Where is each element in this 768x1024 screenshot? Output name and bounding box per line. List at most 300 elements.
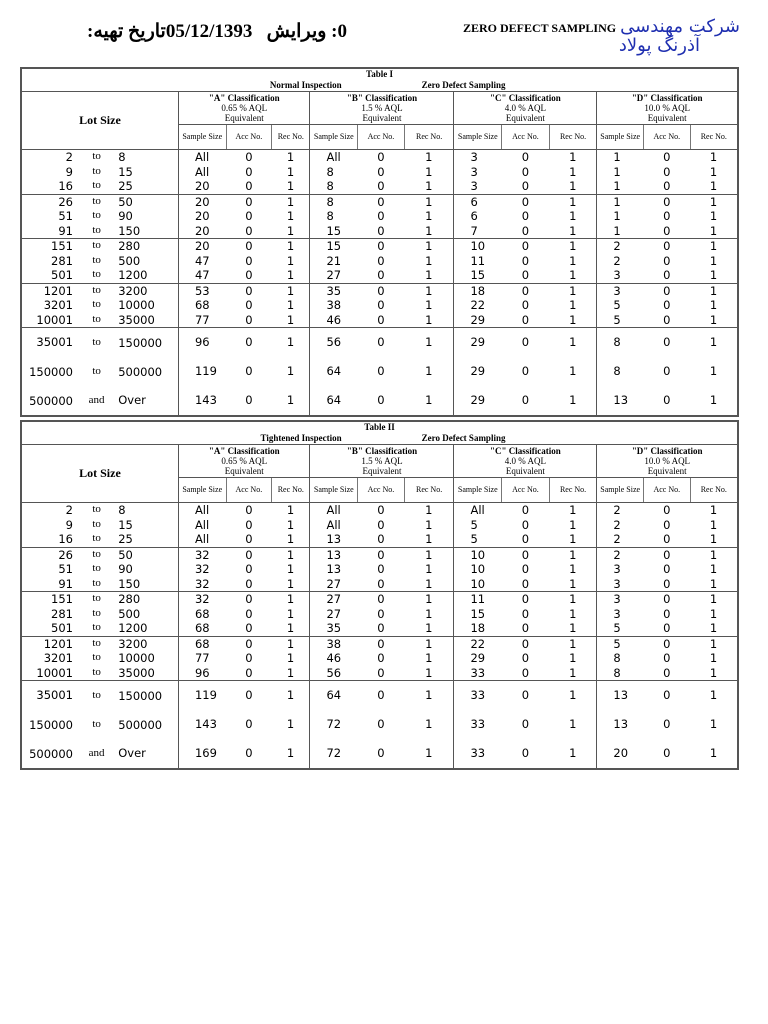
lot-from: 16 xyxy=(21,179,79,194)
acc-no-cell: 0 xyxy=(502,532,550,547)
sample-size-cell: 68 xyxy=(178,636,226,651)
acc-no-cell: 0 xyxy=(377,150,385,165)
sample-size-cell: 2 xyxy=(597,547,644,562)
acc-no-cell: 0 xyxy=(377,364,385,379)
lot-to: Over xyxy=(118,746,146,761)
acc-no-cell: 0 xyxy=(663,688,671,703)
acc-no-cell: 0 xyxy=(663,503,671,518)
acc-no-cell: 0 xyxy=(226,621,272,636)
lot-from: 151 xyxy=(51,239,73,254)
acc-no-cell: 0 xyxy=(663,517,671,532)
acc-no-cell: 0 xyxy=(358,621,405,636)
rec-no-cell: 1 xyxy=(425,503,433,518)
classification-aql: 10.0 % AQL xyxy=(644,456,691,466)
classification-aql: 10.0 % AQL xyxy=(644,103,691,113)
rec-no-cell: 1 xyxy=(569,717,577,732)
sample-size-cell: 10 xyxy=(454,547,502,562)
lot-connector: to xyxy=(92,239,101,252)
rec-no-header: Rec No. xyxy=(549,478,597,503)
lot-from: 3201 xyxy=(43,298,73,313)
acc-no-cell: 0 xyxy=(377,717,385,732)
sample-size-cell: 33 xyxy=(454,666,502,681)
rec-no-cell: 1 xyxy=(286,746,295,761)
sample-size-header: Sample Size xyxy=(178,125,226,150)
sample-size-cell: 3 xyxy=(454,150,502,165)
sample-size-cell: 11 xyxy=(454,254,502,269)
table-row xyxy=(21,666,738,681)
classification-name: "D" Classification xyxy=(631,93,703,103)
classification-name: "A" Classification xyxy=(208,93,280,103)
lot-from: 281 xyxy=(51,253,73,268)
acc-no-cell: 0 xyxy=(245,651,253,666)
rec-no-cell: 1 xyxy=(425,651,433,666)
rec-no-cell: 1 xyxy=(690,621,738,636)
sample-size-cell: 20 xyxy=(597,739,644,769)
inspection-type: Normal Inspection xyxy=(21,80,358,92)
rec-no-cell: 1 xyxy=(425,636,433,651)
sample-size-cell: 8 xyxy=(597,357,644,386)
acc-no-header: Acc No. xyxy=(226,125,272,150)
sample-size-cell: 56 xyxy=(310,666,358,681)
sample-size-cell: 68 xyxy=(178,621,226,636)
sample-size-cell: 13 xyxy=(597,710,644,739)
sample-size-cell: 13 xyxy=(597,386,644,416)
sample-size-header: Sample Size xyxy=(310,125,358,150)
acc-no-cell: 0 xyxy=(245,393,253,408)
acc-no-cell: 0 xyxy=(643,621,690,636)
classification-name: "B" Classification xyxy=(346,93,418,103)
acc-no-cell: 0 xyxy=(245,150,253,165)
acc-no-cell: 0 xyxy=(358,313,405,328)
acc-no-cell: 0 xyxy=(245,164,253,179)
lot-to: 1200 xyxy=(114,621,178,636)
lot-connector: to xyxy=(92,150,101,163)
acc-no-header: Acc No. xyxy=(358,478,405,503)
acc-no-cell: 0 xyxy=(377,239,385,254)
sample-size-cell: 1 xyxy=(597,209,644,224)
sample-size-cell: 68 xyxy=(178,298,226,313)
lot-to: 35000 xyxy=(114,666,178,681)
acc-no-cell: 0 xyxy=(245,592,253,607)
rec-no-cell: 1 xyxy=(286,651,295,666)
acc-no-cell: 0 xyxy=(502,313,550,328)
rec-no-cell: 1 xyxy=(709,651,718,666)
sample-size-cell: 8 xyxy=(310,165,358,180)
lot-to: 3200 xyxy=(118,636,148,651)
rec-no-cell: 1 xyxy=(425,298,433,313)
classification-header xyxy=(178,92,310,125)
sample-size-cell: 77 xyxy=(178,313,226,328)
sample-size-cell: 46 xyxy=(310,313,358,328)
classification-eq: Equivalent xyxy=(505,466,545,476)
lot-to: 15 xyxy=(118,164,133,179)
acc-no-cell: 0 xyxy=(377,651,385,666)
sample-size-cell: 2 xyxy=(597,518,644,533)
acc-no-cell: 0 xyxy=(245,547,253,562)
rec-no-cell: 1 xyxy=(286,606,295,621)
table-row xyxy=(21,328,738,358)
lot-from: 26 xyxy=(58,194,73,209)
rec-no-cell: 1 xyxy=(272,179,310,194)
table-row xyxy=(21,268,738,283)
lot-from: 151 xyxy=(51,592,73,607)
lot-to: 500 xyxy=(118,606,141,621)
lot-connector: to xyxy=(92,283,101,296)
sample-size-cell: 3 xyxy=(597,562,644,577)
rec-no-cell: 1 xyxy=(286,253,295,268)
table-row xyxy=(21,577,738,592)
rec-no-cell: 1 xyxy=(425,283,433,298)
acc-no-cell: 0 xyxy=(377,164,385,179)
sample-size-cell: 119 xyxy=(178,357,226,386)
sample-size-cell: 2 xyxy=(597,254,644,269)
lot-to: 50 xyxy=(118,547,133,562)
acc-no-cell: 0 xyxy=(245,209,253,224)
sample-size-cell: 2 xyxy=(597,503,644,518)
lot-to: 8 xyxy=(118,503,126,518)
lot-from: 501 xyxy=(21,268,79,283)
lot-from: 2 xyxy=(65,150,73,165)
acc-no-cell: 0 xyxy=(245,517,253,532)
rec-no-header: Rec No. xyxy=(404,478,454,503)
sample-size-cell: 10 xyxy=(454,577,502,592)
sample-size-cell: 3 xyxy=(597,577,644,592)
sample-size-cell: 20 xyxy=(178,239,226,254)
rec-no-cell: 1 xyxy=(569,517,577,532)
lot-to: 90 xyxy=(118,209,133,224)
table-row xyxy=(21,739,738,769)
rec-no-cell: 1 xyxy=(286,393,295,408)
company-name-line1: شرکت مهندسی xyxy=(620,16,740,37)
lot-from: 150000 xyxy=(29,364,73,379)
acc-no-cell: 0 xyxy=(663,651,671,666)
lot-from: 500000 xyxy=(29,393,73,408)
sample-size-cell: 15 xyxy=(310,224,358,239)
acc-no-cell: 0 xyxy=(663,150,671,165)
acc-no-cell: 0 xyxy=(521,562,530,577)
lot-to: 8 xyxy=(118,150,126,165)
sample-size-cell: 11 xyxy=(454,592,502,607)
acc-no-cell: 0 xyxy=(643,179,690,194)
acc-no-cell: 0 xyxy=(663,717,671,732)
rec-no-cell: 1 xyxy=(425,717,433,732)
rec-no-cell: 1 xyxy=(709,150,718,165)
lot-connector: to xyxy=(79,224,114,239)
acc-no-cell: 0 xyxy=(643,666,690,681)
sample-size-cell: 38 xyxy=(310,636,358,651)
sample-size-header: Sample Size xyxy=(178,478,226,503)
rec-no-cell: 1 xyxy=(709,164,718,179)
sample-size-cell: 32 xyxy=(178,592,226,607)
sampling-title: ZERO DEFECT SAMPLING xyxy=(462,21,617,35)
date-value: 05/12/1393 xyxy=(165,21,253,42)
acc-no-header: Acc No. xyxy=(502,125,550,150)
acc-no-header: Acc No. xyxy=(226,478,272,503)
rec-no-cell: 1 xyxy=(286,239,295,254)
acc-no-cell: 0 xyxy=(377,209,385,224)
rec-no-cell: 1 xyxy=(286,636,295,651)
acc-no-cell: 0 xyxy=(663,592,671,607)
lot-connector: to xyxy=(92,364,101,377)
acc-no-cell: 0 xyxy=(521,239,530,254)
lot-to: 500 xyxy=(118,253,141,268)
rec-no-cell: 1 xyxy=(272,577,310,592)
table-row xyxy=(21,636,738,651)
sampling-type: Zero Defect Sampling xyxy=(358,433,738,445)
rec-no-cell: 1 xyxy=(690,666,738,681)
acc-no-cell: 0 xyxy=(245,253,253,268)
lot-to: 150 xyxy=(114,577,178,592)
sample-size-cell: 3 xyxy=(597,607,644,622)
lot-from: 91 xyxy=(21,224,79,239)
rec-no-header: Rec No. xyxy=(404,125,454,150)
sample-size-header: Sample Size xyxy=(454,478,502,503)
acc-no-cell: 0 xyxy=(521,651,530,666)
sample-size-cell: 35 xyxy=(310,283,358,298)
rec-no-cell: 1 xyxy=(425,688,433,703)
classification-header xyxy=(310,92,454,125)
table-row xyxy=(21,681,738,711)
sampling-table-2 xyxy=(20,420,739,770)
rec-no-cell: 1 xyxy=(709,393,718,408)
acc-no-cell: 0 xyxy=(245,606,253,621)
classification-name: "B" Classification xyxy=(346,446,418,456)
rec-no-cell: 1 xyxy=(569,562,577,577)
table-row xyxy=(21,224,738,239)
acc-no-cell: 0 xyxy=(377,746,385,761)
rec-no-cell: 1 xyxy=(690,179,738,194)
rec-no-cell: 1 xyxy=(404,179,454,194)
sample-size-header: Sample Size xyxy=(597,478,644,503)
sample-size-cell: 13 xyxy=(310,547,358,562)
rec-no-cell: 1 xyxy=(425,562,433,577)
lot-connector: to xyxy=(92,688,101,701)
lot-to: 1200 xyxy=(114,268,178,283)
lot-size-header: Lot Size xyxy=(21,92,178,150)
lot-connector: and xyxy=(88,746,105,759)
sample-size-cell: 7 xyxy=(454,224,502,239)
acc-no-cell: 0 xyxy=(377,592,385,607)
rec-no-header: Rec No. xyxy=(690,478,738,503)
lot-to: 3200 xyxy=(118,283,148,298)
lot-to: Over xyxy=(118,393,146,408)
sample-size-cell: 1 xyxy=(597,179,644,194)
sample-size-cell: 10 xyxy=(454,562,502,577)
sample-size-cell: 29 xyxy=(454,386,502,416)
lot-to: 25 xyxy=(114,532,178,547)
classification-eq: Equivalent xyxy=(647,113,687,123)
sample-size-cell: 3 xyxy=(454,165,502,180)
rec-no-cell: 1 xyxy=(569,606,577,621)
table-row xyxy=(21,562,738,577)
acc-no-cell: 0 xyxy=(245,364,253,379)
sample-size-cell: 8 xyxy=(310,179,358,194)
sample-size-cell: 5 xyxy=(597,621,644,636)
lot-connector: to xyxy=(92,253,101,266)
rec-no-cell: 1 xyxy=(709,209,718,224)
sample-size-cell: 27 xyxy=(310,577,358,592)
sample-size-cell: 32 xyxy=(178,577,226,592)
table-row xyxy=(21,165,738,180)
acc-no-cell: 0 xyxy=(245,688,253,703)
sample-size-cell: 96 xyxy=(178,328,226,358)
rec-no-cell: 1 xyxy=(569,335,577,350)
table-row xyxy=(21,386,738,416)
rec-no-cell: 1 xyxy=(425,517,433,532)
sample-size-cell: 20 xyxy=(178,194,226,209)
sample-size-cell: 8 xyxy=(597,328,644,358)
sample-size-cell: 64 xyxy=(310,357,358,386)
sample-size-cell: All xyxy=(178,518,226,533)
revision-label: ویرایش xyxy=(266,21,327,42)
rec-no-cell: 1 xyxy=(709,717,718,732)
acc-no-cell: 0 xyxy=(377,688,385,703)
acc-no-cell: 0 xyxy=(521,592,530,607)
lot-from: 91 xyxy=(21,577,79,592)
rec-no-cell: 1 xyxy=(404,532,454,547)
sample-size-cell: 8 xyxy=(310,209,358,224)
classification-header xyxy=(454,92,597,125)
rec-no-cell: 1 xyxy=(286,717,295,732)
rec-no-cell: 1 xyxy=(286,547,295,562)
sample-size-header: Sample Size xyxy=(454,125,502,150)
table-row xyxy=(21,710,738,739)
sample-size-cell: 2 xyxy=(597,532,644,547)
rec-no-header: Rec No. xyxy=(549,125,597,150)
acc-no-cell: 0 xyxy=(377,283,385,298)
acc-no-cell: 0 xyxy=(358,577,405,592)
acc-no-cell: 0 xyxy=(226,666,272,681)
sample-size-cell: 13 xyxy=(310,562,358,577)
sample-size-cell: All xyxy=(178,503,226,518)
lot-connector: to xyxy=(92,636,101,649)
acc-no-cell: 0 xyxy=(245,503,253,518)
lot-connector: to xyxy=(92,651,101,664)
acc-no-cell: 0 xyxy=(502,179,550,194)
acc-no-cell: 0 xyxy=(245,636,253,651)
inspection-type: Tightened Inspection xyxy=(21,433,358,445)
rec-no-cell: 1 xyxy=(709,636,718,651)
acc-no-cell: 0 xyxy=(663,239,671,254)
acc-no-cell: 0 xyxy=(521,164,530,179)
rec-no-cell: 1 xyxy=(425,335,433,350)
acc-no-cell: 0 xyxy=(226,532,272,547)
classification-aql: 4.0 % AQL xyxy=(504,456,547,466)
acc-no-cell: 0 xyxy=(521,393,530,408)
classification-eq: Equivalent xyxy=(362,113,402,123)
classification-eq: Equivalent xyxy=(362,466,402,476)
revision-date-line xyxy=(87,20,347,43)
rec-no-cell: 1 xyxy=(549,532,597,547)
sample-size-cell: 18 xyxy=(454,283,502,298)
rec-no-cell: 1 xyxy=(404,621,454,636)
lot-to: 25 xyxy=(114,179,178,194)
acc-no-cell: 0 xyxy=(226,268,272,283)
rec-no-cell: 1 xyxy=(425,253,433,268)
acc-no-cell: 0 xyxy=(663,335,671,350)
table-row xyxy=(21,179,738,194)
sample-size-cell: 15 xyxy=(310,239,358,254)
table-row xyxy=(21,254,738,269)
sample-size-cell: 1 xyxy=(597,165,644,180)
lot-connector: to xyxy=(79,666,114,681)
classification-header xyxy=(597,445,738,478)
rec-no-cell: 1 xyxy=(425,364,433,379)
classification-header xyxy=(310,445,454,478)
sample-size-cell: 8 xyxy=(597,651,644,666)
table-row xyxy=(21,194,738,209)
classification-name: "C" Classification xyxy=(490,93,561,103)
table-row xyxy=(21,621,738,636)
sample-size-cell: 20 xyxy=(178,179,226,194)
sample-size-cell: 72 xyxy=(310,739,358,769)
acc-no-cell: 0 xyxy=(521,194,530,209)
acc-no-cell: 0 xyxy=(663,393,671,408)
acc-no-cell: 0 xyxy=(521,503,530,518)
table-row xyxy=(21,298,738,313)
rec-no-cell: 1 xyxy=(709,253,718,268)
sample-size-cell: 20 xyxy=(178,224,226,239)
acc-no-cell: 0 xyxy=(245,239,253,254)
sample-size-header: Sample Size xyxy=(597,125,644,150)
rec-no-cell: 1 xyxy=(272,224,310,239)
rec-no-cell: 1 xyxy=(569,253,577,268)
rec-no-cell: 1 xyxy=(709,746,718,761)
lot-from: 51 xyxy=(58,562,73,577)
acc-no-cell: 0 xyxy=(521,636,530,651)
sample-size-cell: All xyxy=(178,532,226,547)
table-row xyxy=(21,239,738,254)
rec-no-cell: 1 xyxy=(690,224,738,239)
table-title: Table II xyxy=(364,421,395,432)
rec-no-cell: 1 xyxy=(709,335,718,350)
sample-size-cell: 38 xyxy=(310,298,358,313)
lot-connector: to xyxy=(92,164,101,177)
rec-no-header: Rec No. xyxy=(272,125,310,150)
lot-to: 35000 xyxy=(114,313,178,328)
sample-size-cell: 143 xyxy=(178,386,226,416)
rec-no-cell: 1 xyxy=(549,621,597,636)
acc-no-cell: 0 xyxy=(245,335,253,350)
rec-no-cell: 1 xyxy=(709,517,718,532)
acc-no-cell: 0 xyxy=(377,298,385,313)
sample-size-cell: 169 xyxy=(178,739,226,769)
sample-size-cell: 72 xyxy=(310,710,358,739)
lot-connector: to xyxy=(92,717,101,730)
lot-to: 15 xyxy=(118,517,133,532)
rec-no-cell: 1 xyxy=(425,194,433,209)
acc-no-cell: 0 xyxy=(377,253,385,268)
table-row xyxy=(21,283,738,298)
lot-from: 9 xyxy=(65,517,73,532)
rec-no-cell: 1 xyxy=(569,746,577,761)
rec-no-cell: 1 xyxy=(286,688,295,703)
table-row xyxy=(21,313,738,328)
acc-no-cell: 0 xyxy=(377,335,385,350)
document-header xyxy=(0,0,768,66)
acc-no-cell: 0 xyxy=(521,746,530,761)
sample-size-cell: 5 xyxy=(454,532,502,547)
acc-no-cell: 0 xyxy=(502,224,550,239)
sample-size-header: Sample Size xyxy=(310,478,358,503)
sample-size-cell: 32 xyxy=(178,562,226,577)
rec-no-cell: 1 xyxy=(690,577,738,592)
sample-size-cell: 1 xyxy=(597,194,644,209)
lot-connector: to xyxy=(92,547,101,560)
classification-aql: 4.0 % AQL xyxy=(504,103,547,113)
acc-no-cell: 0 xyxy=(502,621,550,636)
acc-no-cell: 0 xyxy=(226,313,272,328)
